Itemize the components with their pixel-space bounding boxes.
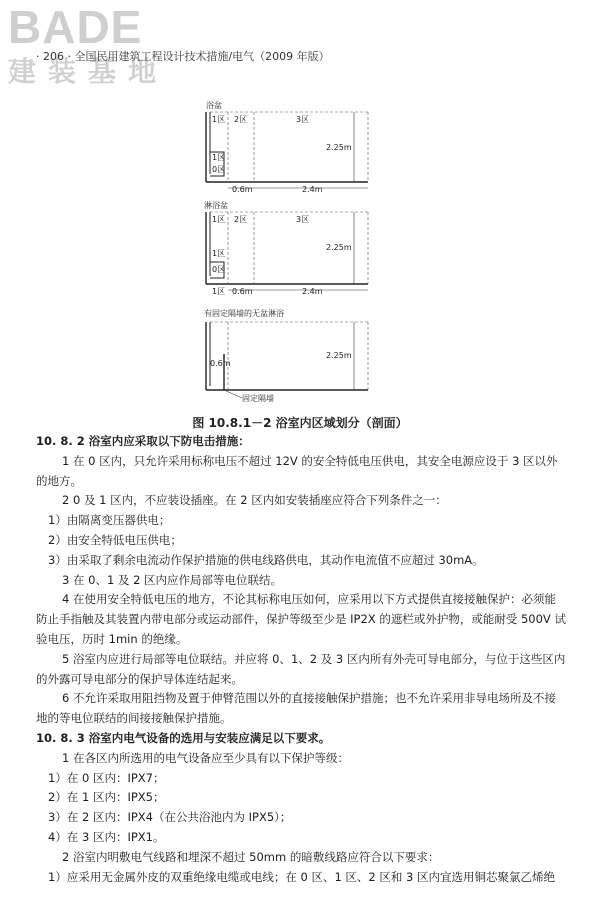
req-1-item-2: 2）在 1 区内：IPX5； (48, 790, 165, 805)
document-body (36, 432, 566, 887)
panel3-title: 有固定隔墙的无盆淋浴 (204, 309, 284, 318)
p2-dim1: 0.6m (232, 287, 253, 296)
req-2: 2 浴室内明敷电气线路和埋深不超过 50mm 的暗敷线路应符合以下要求： (62, 849, 440, 864)
section-10-8-3-title: 10. 8. 3 浴室内电气设备的选用与安装应满足以下要求。 (36, 730, 331, 745)
p2-zone0: 0区 (212, 265, 226, 274)
page-header: · 206 · 全国民用建筑工程设计技术措施/电气（2009 年版） (36, 50, 330, 63)
panel-bathtub (206, 100, 368, 194)
p1-dim1: 0.6m (232, 185, 253, 194)
p2-dim2: 2.4m (302, 287, 323, 296)
watermark-brand: BADE (8, 1, 143, 53)
para-1: 1 在 0 区内，只允许采用标称电压不超过 12V 的安全特低电压供电，其安全电源应设于 3 区以外的地方。 (36, 453, 558, 488)
p2-zone1b: 1区 (212, 249, 226, 258)
section-10-8-2-title: 10. 8. 2 浴室内应采取以下防电击措施： (36, 434, 250, 448)
p1-height: 2.25m (326, 143, 352, 152)
figure-caption: 图 10.8.1－2 浴室内区域划分（剖面） (192, 416, 408, 430)
p1-zone3: 3区 (296, 115, 310, 124)
para-5: 5 浴室内应进行局部等电位联结。并应将 0、1、2 及 3 区内所有外壳可导电部分，与位于这些区内的外露可导电部分的保护导体连结起来。 (36, 651, 566, 686)
p3-dim1: 0.6m (210, 359, 231, 368)
req-1: 1 在各区内所选用的电气设备应至少具有以下保护等级： (62, 750, 349, 765)
panel-shower-tray (204, 200, 368, 296)
panel2-title: 淋浴盆 (204, 201, 228, 210)
zone-diagram (190, 90, 430, 410)
p2-height: 2.25m (326, 243, 352, 252)
p1-zone1b: 1区 (212, 153, 226, 162)
p3-wall-label: 固定隔墙 (242, 394, 274, 403)
para-2-item-3: 3）由采取了剩余电流动作保护措施的供电线路供电，其动作电流值不应超过 30mA。 (48, 552, 484, 567)
p2-zone2: 2区 (234, 215, 248, 224)
req-2-item-1: 1）应采用无金属外皮的双重绝缘电缆或电线；在 0 区、1 区、2 区和 3 区内宜选用铜芯聚氯乙烯绝 (48, 869, 556, 884)
para-4: 4 在使用安全特低电压的地方，不论其标称电压如何，应采用以下方式提供直接接触保护：必须能防止手指触及其装置内带电部分或运动部件，保护等级至少是 IP2X 的遮栏或外护物，或能耐受 500V 试验电压，历时 1min 的绝缘。 (36, 592, 566, 646)
p2-zone3: 3区 (296, 215, 310, 224)
req-1-item-3: 3）在 2 区内：IPX4（在公共浴池内为 IPX5）； (48, 810, 292, 825)
watermark-logo (6, 2, 178, 92)
req-1-item-4: 4）在 3 区内：IPX1。 (48, 829, 165, 844)
p3-height: 2.25m (326, 351, 352, 360)
watermark-cn: 建装基地 (8, 55, 169, 88)
p1-dim2: 2.4m (302, 185, 323, 194)
para-6: 6 不允许采取用阻挡物及置于伸臂范围以外的直接接触保护措施；也不允许采用非导电场所及不接地的等电位联结的间接接触保护措施。 (36, 691, 556, 726)
p1-zone1: 1区 (212, 115, 226, 124)
p1-zone2: 2区 (234, 115, 248, 124)
p2-zone1c: 1区 (212, 287, 226, 296)
req-1-item-1: 1）在 0 区内：IPX7； (48, 770, 165, 785)
panel1-title: 浴盆 (206, 101, 222, 110)
para-2-item-1: 1）由隔离变压器供电； (48, 513, 171, 528)
p1-zone0: 0区 (212, 165, 226, 174)
panel-fixed-partition-shower (204, 308, 368, 403)
para-2: 2 0 及 1 区内，不应装设插座。在 2 区内如安装插座应符合下列条件之一： (62, 493, 447, 508)
para-3: 3 在 0、1 及 2 区内应作局部等电位联结。 (62, 572, 283, 587)
p2-zone1: 1区 (212, 215, 226, 224)
para-2-item-2: 2）由安全特低电压供电； (48, 532, 182, 547)
